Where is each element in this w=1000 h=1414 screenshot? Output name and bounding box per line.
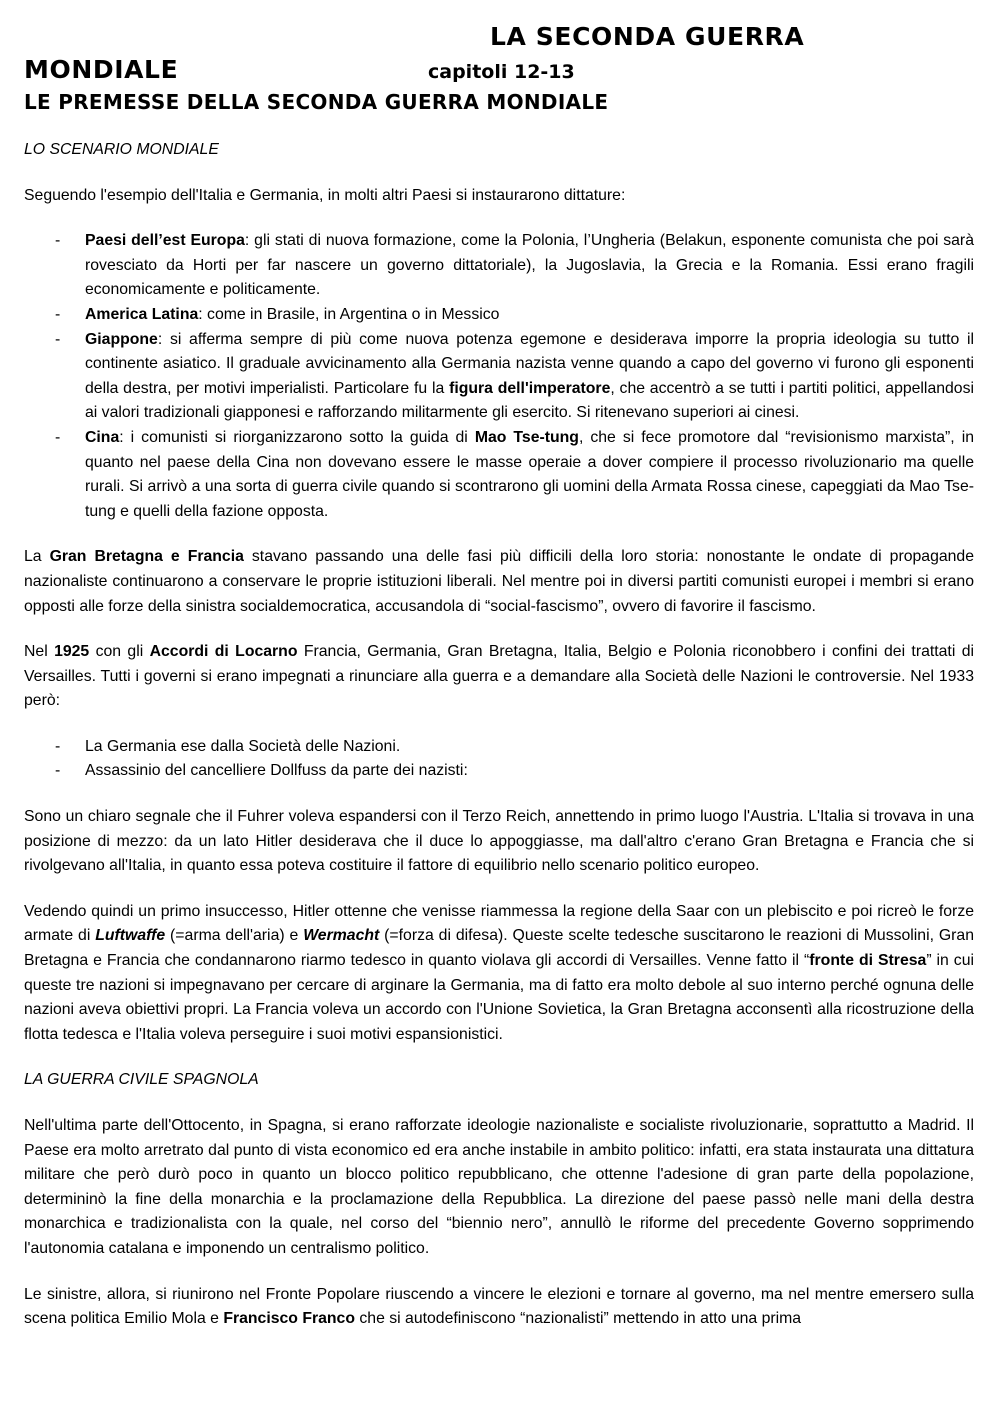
item-text: La Germania ese dalla Società delle Nazioni.	[85, 737, 401, 755]
term-locarno: Accordi di Locarno	[149, 643, 298, 661]
year-1925: 1925	[54, 643, 90, 661]
text-run: (=forza di difesa). Queste scelte tedesche suscitarono le reazioni di Mussolini, Gran Bretagna e Francia che condannarono riarmo tedesco in quanto violava gli accordi di Versailles. Venne fatto il “	[24, 927, 974, 970]
document-body	[24, 138, 974, 1353]
text-run: La	[24, 548, 50, 566]
term-giappone: Giappone	[85, 330, 158, 348]
list-item-germania-sdn	[24, 735, 974, 760]
text-run: Vedendo quindi un primo insuccesso, Hitler ottenne che venisse riammessa la regione della Saar con un plebiscito e poi ricreò le forze armate di	[24, 902, 974, 945]
list-item-dollfuss	[24, 759, 974, 784]
list-dash: -	[55, 737, 61, 755]
chapters-label: capitoli 12-13	[428, 61, 575, 83]
text-run: Nel	[24, 643, 55, 661]
scenario-intro: Seguendo l'esempio dell'Italia e Germania, in molti altri Paesi si instaurarono dittature:	[24, 186, 626, 204]
text-run: con gli	[89, 643, 150, 661]
section-title-premesse: LE PREMESSE DELLA SECONDA GUERRA MONDIALE	[24, 90, 609, 114]
term-mao: Mao Tse-tung	[474, 428, 579, 446]
heading-scenario-mondiale: LO SCENARIO MONDIALE	[24, 141, 219, 158]
list-item-giappone	[24, 328, 974, 426]
text-run: Francia, Germania, Gran Bretagna, Italia, Belgio e Polonia riconobbero i confini dei trattati di Versailles. Tutti i governi si erano impegnati a rinunciare alla guerra e a demandare alla Società delle Nazioni le controversie. Nel 1933 però:	[24, 643, 974, 710]
term-wermacht: Wermacht	[303, 927, 380, 945]
item-text: : si afferma sempre di più come nuova potenza egemone e desiderava imporre la propria ideologia su tutto il continente asiatico. Il graduale avvicinamento alla Germania nazista venne quando a capo del governo vi furono gli esponenti della destra, per motivi imperialisti. Particolare fu la	[85, 330, 974, 397]
text-run: (=arma dell'aria) e	[165, 927, 304, 945]
list-dash: -	[55, 232, 61, 250]
text-run: ” in cui queste tre nazioni si impegnavano per cercare di arginare la Germania, ma di fatto era molto debole al suo interno perché ognuna delle nazioni aveva obiettivi propri. La Francia voleva un accordo con l'Unione Sovietica, la Gran Bretagna acconsentì alla ricostruzione della flotta tedesca e l'Italia voleva perseguire i suoi motivi espansionistici.	[24, 952, 975, 1043]
term-gb-francia: Gran Bretagna e Francia	[49, 548, 244, 566]
heading-guerra-civile-spagnola: LA GUERRA CIVILE SPAGNOLA	[24, 1071, 259, 1089]
term-franco: Francisco Franco	[223, 1310, 355, 1328]
list-item-est-europa	[24, 229, 974, 303]
paragraph-stresa	[24, 900, 974, 1048]
title-line-2: MONDIALE	[24, 55, 179, 84]
item-text: : come in Brasile, in Argentina o in Messico	[198, 305, 500, 323]
item-text-cont: , che accentrò a se tutti i partiti politici, appellandosi ai valori tradizionali giapponesi e rafforzando militarmente gli esercito. Si ritenevano superiori ai cinesi.	[85, 379, 974, 422]
item-text: : gli stati di nuova formazione, come la Polonia, l’Ungheria (Belakun, esponente comunista che poi sarà rovesciato da Horti per far nascere un governo dittatoriale), la Jugoslavia, la Grecia e la Romania. Essi erano fragili economicamente e politicamente.	[85, 232, 974, 299]
term-fronte-stresa: fronte di Stresa	[809, 952, 927, 970]
list-dash: -	[55, 762, 61, 780]
paragraph-gb-francia	[24, 545, 974, 619]
paragraph-locarno	[24, 640, 974, 714]
text-run: stavano passando una delle fasi più difficili della loro storia: nonostante le ondate di propagande nazionaliste continuarono a conservare le proprie istituzioni liberali. Nel mentre poi in diversi partiti comunisti europei i membri si erano opposti alle forze della sinistra socialdemocratica, accusandola di “social-fascismo”, ovvero di favorire il fascismo.	[24, 548, 974, 615]
term-est-europa: Paesi dell’est Europa	[85, 232, 245, 250]
paragraph-spagna-2	[24, 1283, 974, 1332]
events-1933-list	[24, 735, 974, 784]
list-dash: -	[55, 428, 61, 446]
list-dash: -	[55, 305, 61, 323]
paragraph-segnale: Sono un chiaro segnale che il Fuhrer voleva espandersi con il Terzo Reich, annettendo in primo luogo l'Austria. L'Italia si trovava in una posizione di mezzo: da un lato Hitler desiderava che il duce lo appoggiasse, ma dall'altro c'erano Gran Bretagna e Francia che si rivolgevano all'Italia, in quanto essa poteva costituire il fattore di equilibrio nello scenario politico europeo.	[24, 808, 974, 875]
item-text: Assassinio del cancelliere Dollfuss da parte dei nazisti:	[85, 762, 468, 780]
item-text: : i comunisti si riorganizzarono sotto la guida di	[119, 428, 475, 446]
term-america-latina: America Latina	[85, 305, 199, 323]
list-item-america-latina	[24, 303, 974, 328]
text-run: Le sinistre, allora, si riunirono nel Fronte Popolare riuscendo a vincere le elezioni e tornare al governo, ma nel mentre emersero sulla scena politica Emilio Mola e	[24, 1285, 974, 1328]
item-text-cont: , che si fece promotore dal “revisionismo marxista”, in quanto nel paese della Cina non dovevano essere le masse operaie a dover compiere il processo rivoluzionario ma quelle rurali. Si arrivò a una sorta di guerra civile quando si scontrarono gli uomini della Armata Rossa cinese, capeggiati da Mao Tse-tung e quelli della fazione opposta.	[85, 428, 974, 520]
list-dash: -	[55, 330, 61, 348]
list-item-cina	[24, 426, 974, 524]
text-run: che si autodefiniscono “nazionalisti” mettendo in atto una prima	[355, 1310, 802, 1328]
term-cina: Cina	[85, 428, 120, 446]
term-luftwaffe: Luftwaffe	[95, 927, 166, 945]
countries-list	[24, 229, 974, 524]
paragraph-spagna-1: Nell'ultima parte dell'Ottocento, in Spagna, si erano rafforzate ideologie nazionaliste e socialiste rivoluzionarie, soprattutto a Madrid. Il Paese era molto arretrato dal punto di vista economico ed era anche instabile in ambito politico: infatti, era stata instaurata una dittatura militare che però durò poco in quanto un blocco politico repubblicano, che ottenne l'adesione di gran parte della popolazione, determininò la fine della monarchia e la proclamazione della Repubblica. La direzione del paese passò nelle mani della destra monarchica e tradizionalista con la quale, nel corso del “biennio nero”, annullò le riforme del precedente Governo sopprimendo l'autonomia catalana e imponendo un centralismo politico.	[24, 1117, 974, 1257]
term-imperatore: figura dell'imperatore	[449, 379, 611, 397]
title-line-1: LA SECONDA GUERRA	[490, 22, 805, 51]
